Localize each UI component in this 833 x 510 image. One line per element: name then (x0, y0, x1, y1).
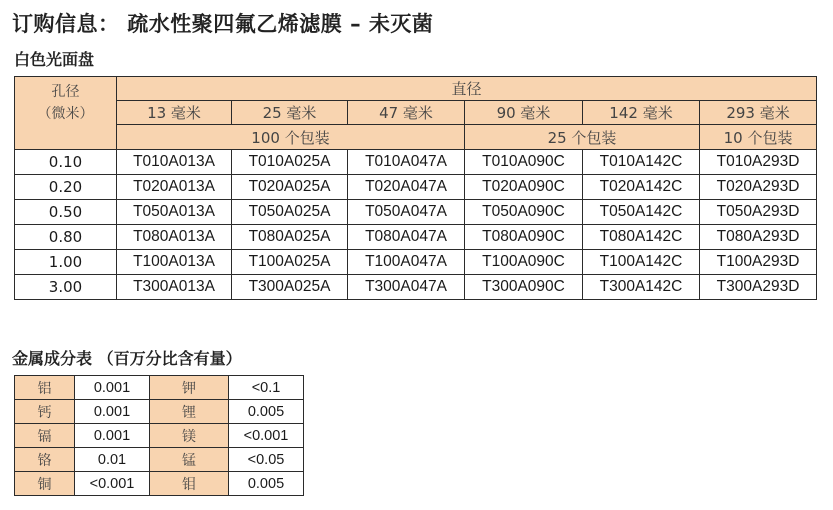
catalog-code-cell: T050A293D (700, 200, 817, 225)
pore-size-cell: 0.80 (15, 225, 117, 250)
catalog-code-cell: T100A090C (465, 250, 583, 275)
element-value-cell: 0.01 (75, 448, 150, 472)
catalog-code-cell: T020A047A (348, 175, 465, 200)
catalog-code-cell: T020A090C (465, 175, 583, 200)
metal-row (15, 376, 304, 400)
pore-size-cell: 0.50 (15, 200, 117, 225)
element-name-cell: 镁 (150, 424, 229, 448)
size-header: 142 毫米 (583, 101, 700, 125)
catalog-code-cell: T080A293D (700, 225, 817, 250)
catalog-code-cell: T100A025A (232, 250, 348, 275)
section-subtitle: 白色光面盘 (14, 50, 95, 69)
table-row (15, 250, 817, 275)
diameter-header: 直径 (117, 77, 817, 101)
metal-row (15, 448, 304, 472)
table-row (15, 150, 817, 175)
pore-size-header-label: 孔径 (51, 84, 80, 100)
catalog-code-cell: T080A142C (583, 225, 700, 250)
size-header: 90 毫米 (465, 101, 583, 125)
catalog-code-cell: T020A293D (700, 175, 817, 200)
pack-header: 10 个包装 (700, 125, 817, 150)
element-value-cell: 0.005 (229, 472, 304, 496)
pore-size-header-unit: （微米） (37, 106, 94, 122)
catalog-code-cell: T300A293D (700, 275, 817, 300)
element-name-cell: 铜 (15, 472, 75, 496)
size-header: 13 毫米 (117, 101, 232, 125)
element-value-cell: 0.001 (75, 400, 150, 424)
metal-row (15, 400, 304, 424)
catalog-code-cell: T050A025A (232, 200, 348, 225)
catalog-code-cell: T020A142C (583, 175, 700, 200)
element-value-cell: <0.05 (229, 448, 304, 472)
element-name-cell: 铝 (15, 376, 75, 400)
table-row (15, 200, 817, 225)
catalog-code-cell: T080A013A (117, 225, 232, 250)
element-name-cell: 铬 (15, 448, 75, 472)
catalog-code-cell: T010A025A (232, 150, 348, 175)
element-value-cell: 0.001 (75, 424, 150, 448)
catalog-code-cell: T050A013A (117, 200, 232, 225)
pore-size-cell: 1.00 (15, 250, 117, 275)
table-row (15, 275, 817, 300)
catalog-code-cell: T010A293D (700, 150, 817, 175)
catalog-code-cell: T050A090C (465, 200, 583, 225)
pore-size-cell: 0.10 (15, 150, 117, 175)
pack-header: 100 个包装 (117, 125, 465, 150)
catalog-code-cell: T010A013A (117, 150, 232, 175)
catalog-code-cell: T300A013A (117, 275, 232, 300)
catalog-code-cell: T010A047A (348, 150, 465, 175)
page-title: 订购信息： 疏水性聚四氟乙烯滤膜 – 未灭菌 (12, 12, 434, 36)
metal-content-table (14, 375, 304, 496)
catalog-code-cell: T300A025A (232, 275, 348, 300)
catalog-code-cell: T300A090C (465, 275, 583, 300)
element-value-cell: <0.1 (229, 376, 304, 400)
element-value-cell: <0.001 (229, 424, 304, 448)
element-name-cell: 钙 (15, 400, 75, 424)
catalog-code-cell: T010A142C (583, 150, 700, 175)
pack-header: 25 个包装 (465, 125, 700, 150)
metal-row (15, 472, 304, 496)
element-name-cell: 锂 (150, 400, 229, 424)
element-name-cell: 锰 (150, 448, 229, 472)
element-name-cell: 钾 (150, 376, 229, 400)
catalog-code-cell: T300A142C (583, 275, 700, 300)
catalog-code-cell: T080A090C (465, 225, 583, 250)
pore-size-cell: 0.20 (15, 175, 117, 200)
element-value-cell: 0.001 (75, 376, 150, 400)
catalog-code-cell: T080A047A (348, 225, 465, 250)
catalog-code-cell: T100A142C (583, 250, 700, 275)
element-name-cell: 镉 (15, 424, 75, 448)
size-header: 47 毫米 (348, 101, 465, 125)
pore-size-header (15, 77, 117, 150)
catalog-code-cell: T100A013A (117, 250, 232, 275)
catalog-code-cell: T010A090C (465, 150, 583, 175)
catalog-code-cell: T020A025A (232, 175, 348, 200)
catalog-code-cell: T100A047A (348, 250, 465, 275)
catalog-code-cell: T300A047A (348, 275, 465, 300)
catalog-code-cell: T100A293D (700, 250, 817, 275)
element-value-cell: 0.005 (229, 400, 304, 424)
table-row (15, 225, 817, 250)
catalog-code-cell: T050A047A (348, 200, 465, 225)
size-header: 25 毫米 (232, 101, 348, 125)
element-value-cell: <0.001 (75, 472, 150, 496)
element-name-cell: 钼 (150, 472, 229, 496)
metal-content-title: 金属成分表 （百万分比含有量） (12, 349, 242, 368)
catalog-code-cell: T080A025A (232, 225, 348, 250)
table-row (15, 175, 817, 200)
metal-row (15, 424, 304, 448)
size-header: 293 毫米 (700, 101, 817, 125)
pore-size-cell: 3.00 (15, 275, 117, 300)
catalog-code-cell: T020A013A (117, 175, 232, 200)
ordering-table (14, 76, 817, 300)
catalog-code-cell: T050A142C (583, 200, 700, 225)
